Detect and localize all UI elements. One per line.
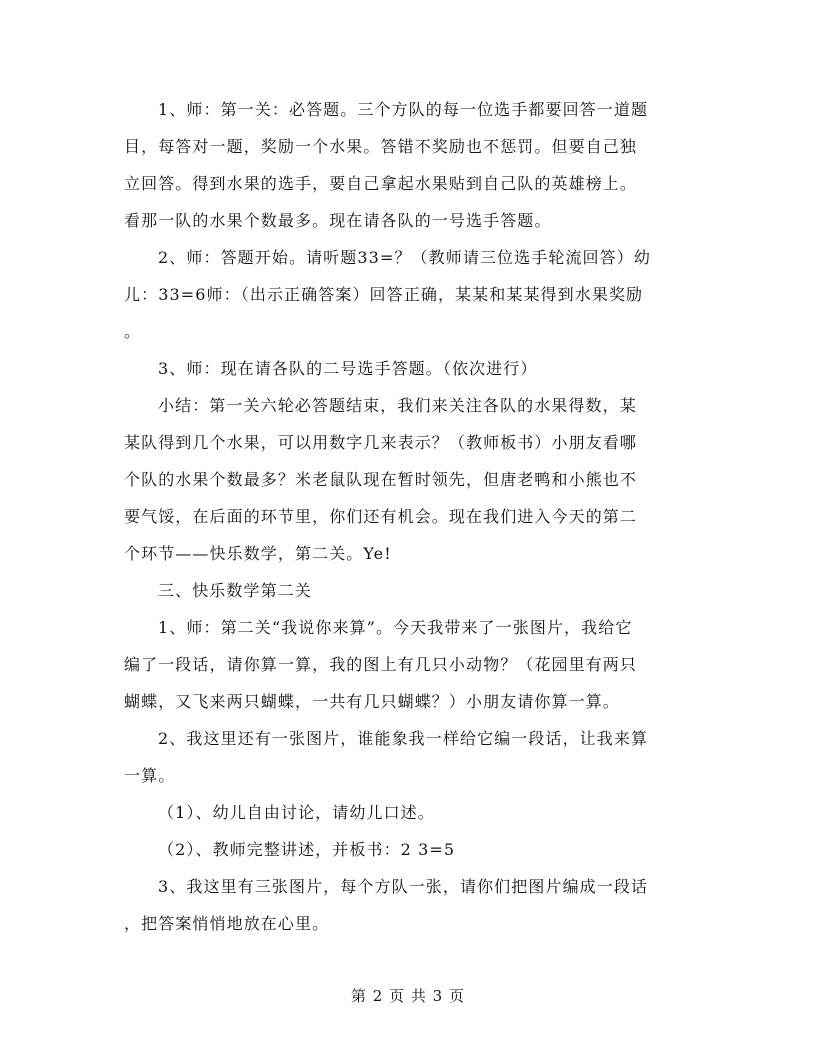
page-number-footer: 第 2 页 共 3 页 <box>351 987 465 1005</box>
paragraph-line: 看那一队的水果个数最多。现在请各队的一号选手答题。 <box>124 211 552 230</box>
paragraph-line: 儿：33=6师：（出示正确答案）回答正确，某某和某某得到水果奖励 <box>124 285 644 304</box>
paragraph-line: 蝴蝶，又飞来两只蝴蝶，一共有几只蝴蝶？）小朋友请你算一算。 <box>124 692 620 711</box>
paragraph-line: 某队得到几个水果，可以用数字几来表示？（教师板书）小朋友看哪 <box>124 433 638 452</box>
paragraph-line: （1）、幼儿自由讨论，请幼儿口述。 <box>158 803 435 822</box>
paragraph-line: 3、师：现在请各队的二号选手答题。（依次进行） <box>158 359 538 378</box>
paragraph-line: 小结：第一关六轮必答题结束，我们来关注各队的水果得数，某 <box>158 396 637 415</box>
paragraph-line: 编了一段话，请你算一算，我的图上有几只小动物？（花园里有两只 <box>124 655 638 674</box>
section-heading: 三、快乐数学第二关 <box>158 581 312 600</box>
paragraph-line: （2）、教师完整讲述，并板书：2 3=5 <box>158 840 456 859</box>
paragraph-line: 个环节——快乐数学，第二关。Ye! <box>124 544 392 563</box>
paragraph-line: 一算。 <box>124 766 176 785</box>
paragraph-line: 3、我这里有三张图片，每个方队一张，请你们把图片编成一段话 <box>158 877 649 896</box>
paragraph-line: ，把答案悄悄地放在心里。 <box>124 914 330 933</box>
paragraph-line: 2、我这里还有一张图片，谁能象我一样给它编一段话，让我来算 <box>158 729 649 748</box>
paragraph-line: 1、师：第一关：必答题。三个方队的每一位选手都要回答一道题 <box>158 100 649 119</box>
paragraph-line: 目，每答对一题，奖励一个水果。答错不奖励也不惩罚。但要自己独 <box>124 137 638 156</box>
paragraph-line: 个队的水果个数最多？米老鼠队现在暂时领先，但唐老鸭和小熊也不 <box>124 470 638 489</box>
paragraph-line: 立回答。得到水果的选手，要自己拿起水果贴到自己队的英雄榜上。 <box>124 174 638 193</box>
paragraph-line: 要气馁，在后面的环节里，你们还有机会。现在我们进入今天的第二 <box>124 507 638 526</box>
paragraph-line: 1、师：第二关“我说你来算”。今天我带来了一张图片，我给它 <box>158 618 633 637</box>
paragraph-line: 2、师：答题开始。请听题33=？（教师请三位选手轮流回答）幼 <box>158 248 651 267</box>
paragraph-line: 。 <box>124 322 142 341</box>
